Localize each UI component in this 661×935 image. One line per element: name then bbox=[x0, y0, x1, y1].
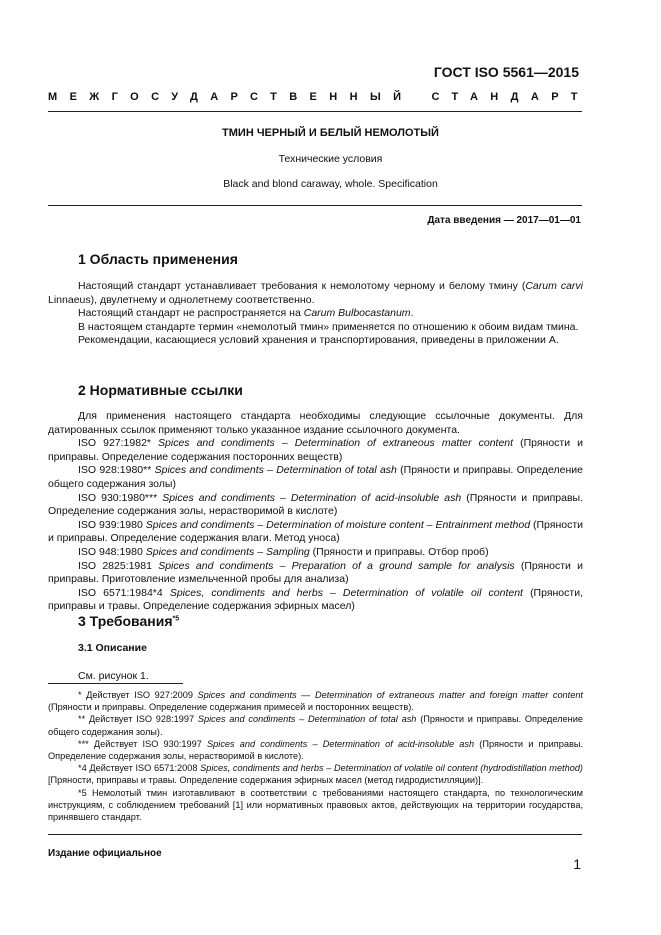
reference-title: Spices and condiments – Determination of acid-insoluble ash bbox=[162, 491, 462, 504]
reference-code: ISO 6571:1984 bbox=[78, 586, 153, 599]
s1-p1-latin: Carum carvi bbox=[525, 280, 584, 292]
reference-code: ISO 948:1980 bbox=[78, 545, 143, 558]
section-2-heading: 2 Нормативные ссылки bbox=[78, 382, 243, 398]
s1-p4: Рекомендации, касающиеся условий хранения и транспортирования, приведены в приложении А. bbox=[78, 334, 559, 347]
reference-item bbox=[48, 560, 583, 587]
s1-p1-text-a: Настоящий стандарт устанавливает требования к немолотому черному и белому тмину ( bbox=[78, 280, 526, 292]
reference-title: Spices, condiments and herbs – Determination of volatile oil content bbox=[169, 586, 523, 599]
footnote-mark: * bbox=[78, 690, 82, 700]
s2-intro: Для применения настоящего стандарта необходимы следующие ссылочные документы. Для датированных ссылок применяют только указанное издание ссылочного документа. bbox=[48, 410, 583, 436]
reference-code: ISO 927:1982 bbox=[78, 437, 147, 450]
reference-russian-title: (Пряности и приправы. Определение содержания влаги. Метод уноса) bbox=[48, 518, 584, 545]
reference-footnote-mark: *** bbox=[144, 491, 158, 504]
document-title-english: Black and blond caraway, whole. Specification bbox=[223, 178, 438, 190]
document-title: ТМИН ЧЕРНЫЙ И БЕЛЫЙ НЕМОЛОТЫЙ bbox=[222, 127, 439, 139]
footnote-mark: *5 bbox=[78, 787, 87, 798]
footnote-standard-title: Spices, condiments and herbs – Determination of volatile oil content (hydrodistillation method) bbox=[200, 763, 583, 774]
reference-code: ISO 928:1980 bbox=[78, 464, 144, 477]
footnote-item bbox=[48, 689, 583, 713]
document-subtitle: Технические условия bbox=[278, 153, 383, 165]
footnote-mark: *** bbox=[78, 738, 89, 749]
reference-item bbox=[48, 437, 583, 464]
footnote-standard-title: Spices and condiments — Determination of extraneous matter and foreign matter content bbox=[197, 690, 583, 700]
footnote-russian-title: (Пряности и приправы. Определение общего содержания золы). bbox=[48, 714, 583, 737]
s1-p2-text-b: . bbox=[410, 307, 414, 320]
s1-p2-text-a: Настоящий стандарт не распространяется на bbox=[78, 307, 304, 320]
reference-russian-title: (Пряности и приправы. Определение общего содержания золы) bbox=[48, 464, 583, 490]
reference-item bbox=[48, 519, 583, 546]
reference-code: ISO 2825:1981 bbox=[78, 559, 152, 572]
footnote-russian-title: (Пряности и приправы. Определение содержания золы, нерастворимой в кислоте). bbox=[48, 738, 583, 762]
footnote-russian-title: (Пряности и приправы. Определение содержания примесей и посторонних веществ). bbox=[48, 702, 414, 713]
section-2-body bbox=[48, 410, 583, 614]
footnote-text: Немолотый тмин изготавливают в соответствии с требованиями настоящего стандарта, по технологическим инструкциям, с соблюдением требований [1] или нормативных правовых актов, действующих на территории государства, принявшего стандарт. bbox=[48, 787, 583, 823]
footnote-text: Действует ISO 928:1997 bbox=[88, 714, 198, 725]
reference-footnote-mark: *4 bbox=[152, 586, 163, 599]
footnote-text: Действует ISO 927:2009 bbox=[86, 690, 198, 700]
footnote-item bbox=[48, 762, 583, 786]
standard-type-label bbox=[48, 91, 590, 103]
footnotes bbox=[48, 689, 583, 823]
reference-title: Spices and condiments – Preparation of a ground sample for analysis bbox=[158, 559, 515, 572]
reference-russian-title: (Пряности и приправы. Определение содержания посторонних веществ) bbox=[48, 437, 583, 463]
footnote-rule bbox=[48, 683, 183, 684]
footnote-item bbox=[48, 713, 583, 737]
reference-title: Spices and condiments – Sampling bbox=[145, 545, 310, 558]
footnote-item bbox=[48, 787, 583, 824]
section-3-1-text: См. рисунок 1. bbox=[78, 670, 149, 682]
reference-footnote-mark: * bbox=[146, 437, 151, 450]
footnote-text: Действует ISO 930:1997 bbox=[93, 738, 208, 749]
reference-footnote-mark: ** bbox=[143, 464, 152, 477]
s1-p1-text-b: Linnaeus), двулетнему и однолетнему соответственно. bbox=[48, 293, 315, 306]
footnote-text: Действует ISO 6571:2008 bbox=[89, 763, 201, 774]
introduction-date: Дата введения — 2017—01—01 bbox=[427, 215, 581, 226]
reference-item bbox=[48, 546, 583, 560]
page-number: 1 bbox=[573, 856, 581, 872]
footnote-standard-title: Spices and condiments – Determination of acid-insoluble ash bbox=[207, 738, 475, 749]
footer-rule bbox=[48, 834, 582, 835]
reference-item bbox=[48, 587, 583, 614]
edition-label: Издание официальное bbox=[48, 848, 162, 859]
section-3-heading-text: 3 Требования bbox=[78, 613, 173, 629]
reference-code: ISO 939:1980 bbox=[78, 518, 143, 531]
s1-p2-latin: Carum Bulbocastanum bbox=[303, 307, 411, 320]
reference-russian-title: (Пряности и приправы. Приготовление измельченной пробы для анализа) bbox=[48, 559, 583, 586]
section-1-body bbox=[48, 280, 583, 348]
reference-title: Spices and condiments – Determination of moisture content – Entrainment method bbox=[145, 518, 531, 531]
footnote-russian-title: [Пряности, приправы и травы. Определение содержания эфирных масел (метод гидродистилляции)]. bbox=[48, 775, 484, 786]
reference-item bbox=[48, 492, 583, 519]
s1-p3: В настоящем стандарте термин «немолотый тмин» применяется по отношению к обоим видам тмина. bbox=[78, 320, 579, 333]
references-list bbox=[48, 437, 583, 614]
reference-russian-title: (Пряности и приправы. Отбор проб) bbox=[312, 545, 489, 558]
footnote-mark: ** bbox=[78, 714, 86, 725]
footnote-standard-title: Spices and condiments – Determination of total ash bbox=[197, 714, 417, 725]
reference-code: ISO 930:1980 bbox=[78, 491, 145, 504]
section-3-heading bbox=[78, 613, 179, 629]
section-3-1-heading: 3.1 Описание bbox=[78, 642, 147, 654]
section-1-heading: 1 Область применения bbox=[78, 251, 238, 267]
gost-number: ГОСТ ISO 5561—2015 bbox=[433, 64, 579, 80]
reference-title: Spices and condiments – Determination of extraneous matter content bbox=[158, 437, 514, 450]
footnote-item bbox=[48, 738, 583, 762]
reference-item bbox=[48, 464, 583, 491]
standard-word-standard: СТАНДАРТ bbox=[431, 91, 590, 103]
section-3-footnote-mark: *5 bbox=[172, 615, 180, 623]
reference-russian-title: (Пряности, приправы и травы. Определение содержания эфирных масел) bbox=[48, 586, 583, 613]
footnote-mark: *4 bbox=[78, 763, 87, 774]
header-rule bbox=[48, 111, 582, 112]
standard-word-interstate: МЕЖГОСУДАРСТВЕННЫЙ bbox=[48, 91, 414, 103]
title-rule bbox=[48, 205, 582, 206]
reference-title: Spices and condiments – Determination of total ash bbox=[154, 464, 397, 477]
reference-russian-title: (Пряности и приправы. Определение содержания золы, нерастворимой в кислоте) bbox=[48, 491, 583, 518]
